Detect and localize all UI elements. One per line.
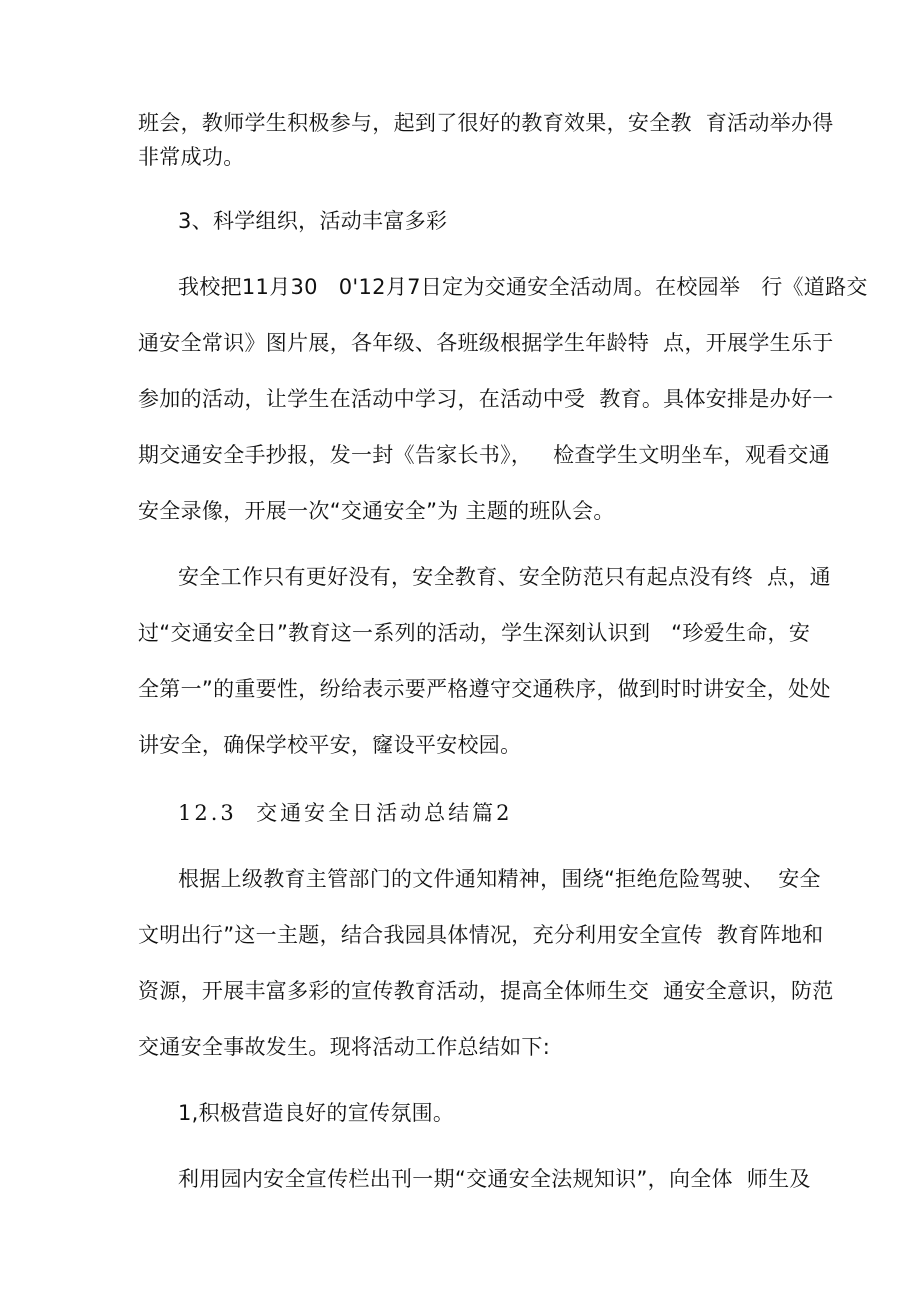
paragraph-line: 安全录像，开展一次“交通安全”为 主题的班队会。 [138, 499, 615, 523]
paragraph-line: 资源，开展丰富多彩的宣传教育活动，提高全体师生交 通安全意识，防范 [138, 979, 834, 1003]
paragraph-line: 通安全常识》图片展，各年级、各班级根据学生年龄特 点，开展学生乐于 [138, 331, 834, 355]
paragraph-line: 过“交通安全日”教育这一系列的活动，学生深刻认识到 “珍爱生命，安 [138, 621, 811, 645]
paragraph-line: 根据上级教育主管部门的文件通知精神，围绕“拒绝危险驾驶、 安全 [178, 867, 821, 891]
paragraph-line: 期交通安全手抄报，发一封《告家长书》， 检查学生文明坐车，观看交通 [138, 443, 831, 467]
paragraph-line: 讲安全，确保学校平安，窿设平安校园。 [138, 733, 522, 757]
paragraph-line: 文明出行”这一主题，结合我园具体情况，充分利用安全宣传 教育阵地和 [138, 923, 824, 947]
paragraph-line: 班会，教师学生积极参与，起到了很好的教育效果，安全教 育活动举办得 [138, 111, 834, 135]
article-title: 12.3 交通安全日活动总结篇2 [178, 801, 513, 825]
paragraph-line: 非常成功。 [138, 145, 245, 169]
paragraph-line: 安全工作只有更好没有，安全教育、安全防范只有起点没有终 点，通 [178, 565, 831, 589]
section-heading: 1,积极营造良好的宣传氛围。 [178, 1101, 455, 1125]
paragraph-line: 我校把11月30 0'12月7日定为交通安全活动周。在校园举 行《道路交 [178, 275, 868, 299]
paragraph-line: 全第一”的重要性，纷给表示要严格遵守交通秩序，做到时时讲安全，处处 [138, 677, 831, 701]
paragraph-line: 参加的活动，让学生在活动中学习，在活动中受 教育。具体安排是办好一 [138, 387, 834, 411]
paragraph-line: 利用园内安全宣传栏出刊一期“交通安全法规知识”，向全体 师生及 [178, 1167, 811, 1191]
paragraph-line: 交通安全事故发生。现将活动工作总结如下: [138, 1035, 551, 1059]
section-heading: 3、科学组织，活动丰富多彩 [178, 209, 448, 233]
